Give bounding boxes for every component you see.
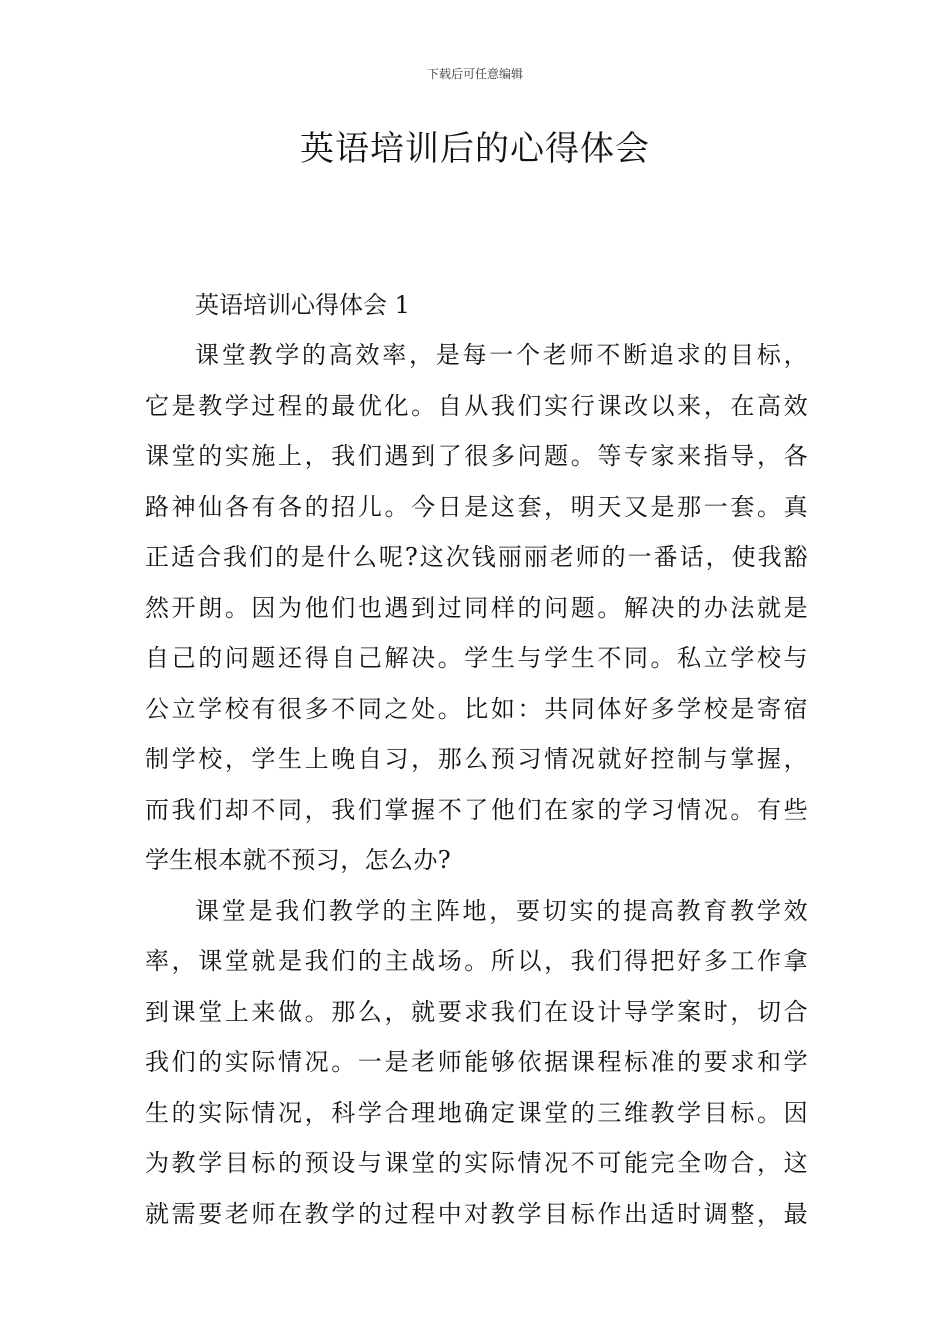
document-body (145, 280, 808, 1239)
paragraph-line: 为教学目标的预设与课堂的实际情况不可能完全吻合，这 (145, 1149, 808, 1177)
paragraph-2 (145, 886, 808, 1240)
paragraph-line: 然开朗。因为他们也遇到过同样的问题。解决的办法就是 (145, 593, 808, 622)
paragraph-line: 制学校，学生上晚自习，那么预习情况就好控制与掌握， (145, 745, 808, 773)
paragraph-line: 学生根本就不预习，怎么办? (145, 846, 452, 874)
paragraph-line: 生的实际情况，科学合理地确定课堂的三维教学目标。因 (145, 1098, 808, 1127)
section-heading: 英语培训心得体会 1 (195, 291, 410, 319)
paragraph-line: 自己的问题还得自己解决。学生与学生不同。私立学校与 (145, 644, 808, 672)
paragraph-line: 课堂是我们教学的主阵地，要切实的提高教育教学效 (195, 896, 808, 925)
paragraph-line: 到课堂上来做。那么，就要求我们在设计导学案时，切合 (145, 997, 808, 1026)
paragraph-line: 而我们却不同，我们掌握不了他们在家的学习情况。有些 (145, 795, 808, 824)
paragraph-line: 我们的实际情况。一是老师能够依据课程标准的要求和学 (145, 1048, 808, 1076)
paragraph-line: 正适合我们的是什么呢?这次钱丽丽老师的一番话，使我豁 (145, 543, 808, 571)
paragraph-line: 课堂教学的高效率，是每一个老师不断追求的目标， (195, 341, 808, 369)
paragraph-1 (145, 330, 808, 886)
paragraph-line: 路神仙各有各的招儿。今日是这套，明天又是那一套。真 (145, 492, 808, 521)
header-note: 下载后可任意编辑 (426, 67, 523, 81)
paragraph-line: 课堂的实施上，我们遇到了很多问题。等专家来指导，各 (145, 442, 808, 470)
paragraph-line: 它是教学过程的最优化。自从我们实行课改以来，在高效 (145, 391, 808, 420)
paragraph-line: 就需要老师在教学的过程中对教学目标作出适时调整，最 (145, 1199, 808, 1228)
paragraph-line: 公立学校有很多不同之处。比如：共同体好多学校是寄宿 (145, 694, 808, 723)
paragraph-line: 率，课堂就是我们的主战场。所以，我们得把好多工作拿 (145, 947, 808, 975)
document-title: 英语培训后的心得体会 (300, 129, 650, 169)
